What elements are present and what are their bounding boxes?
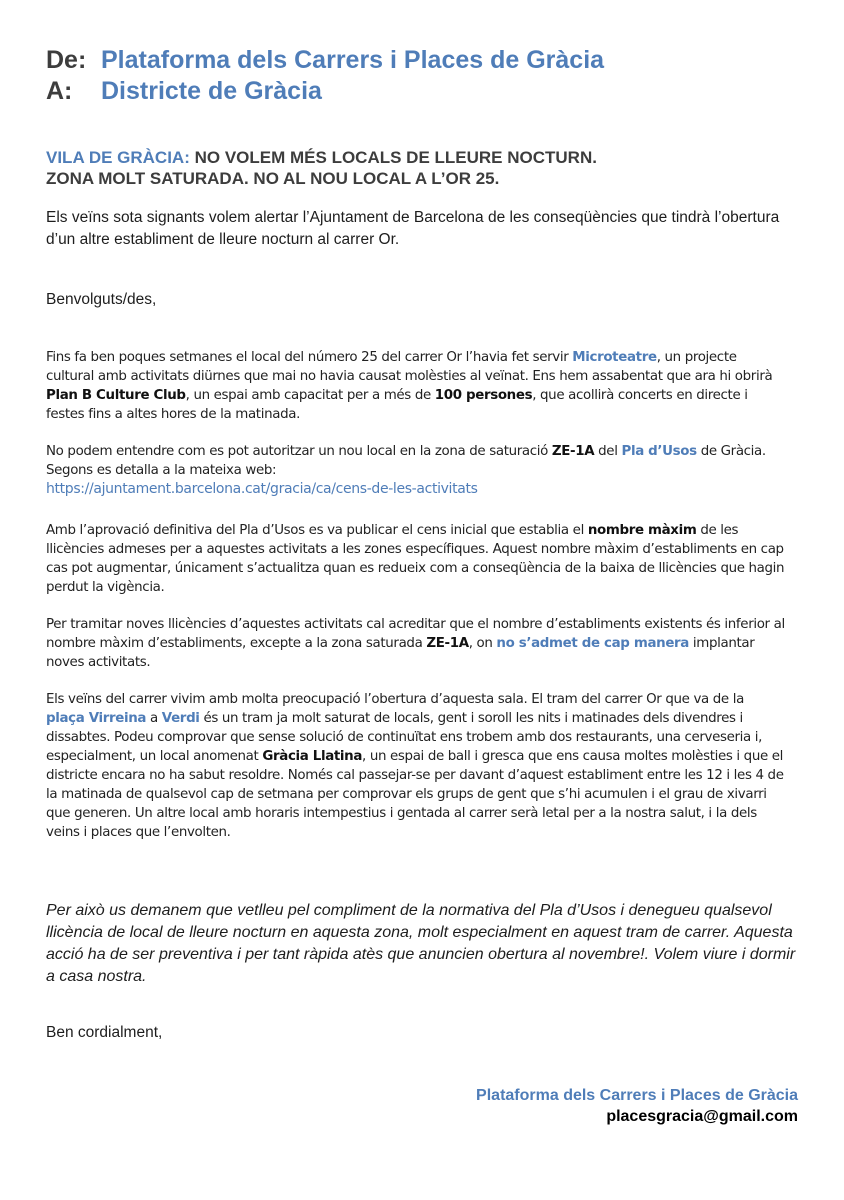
paragraph-2 bbox=[46, 442, 786, 499]
p2-text-c: de Gràcia. Segons es detalla a la mateixa web: bbox=[46, 444, 766, 478]
p1-text-b: , un projecte cultural amb activitats diürnes que mai no havia causat molèsties al veïnat. Ens hem assabentat que ara hi obrirà bbox=[46, 350, 773, 384]
verdi-link[interactable]: Verdi bbox=[161, 711, 200, 726]
p1-text-a: Fins fa ben poques setmanes el local del número 25 del carrer Or l’havia fet servir bbox=[46, 350, 573, 365]
title-place: VILA DE GRÀCIA: bbox=[46, 148, 190, 167]
signature bbox=[476, 1085, 798, 1127]
from-label: De: bbox=[46, 46, 87, 74]
greeting: Benvolguts/des, bbox=[46, 291, 157, 308]
p2-text-b: del bbox=[594, 444, 622, 459]
p2-text-a: No podem entendre com es pot autoritzar un nou local en la zona de saturació bbox=[46, 444, 552, 459]
capacity-value: 100 persones bbox=[434, 388, 533, 403]
to-label: A: bbox=[46, 77, 73, 105]
signature-org: Plataforma dels Carrers i Places de Gràcia bbox=[476, 1087, 798, 1104]
from-value: Plataforma dels Carrers i Places de Gràcia bbox=[101, 46, 605, 74]
zone-code: ZE-1A bbox=[551, 444, 595, 459]
signature-email[interactable]: placesgracia@gmail.com bbox=[606, 1108, 798, 1125]
paragraph-5 bbox=[46, 690, 786, 842]
cens-activitats-link[interactable]: https://ajuntament.barcelona.cat/gracia/ca/cens-de-les-activitats bbox=[46, 481, 478, 497]
p4-text-c: implantar noves activitats. bbox=[46, 636, 755, 670]
no-admet-link[interactable]: no s’admet de cap manera bbox=[496, 636, 689, 651]
closing-paragraph: Per això us demanem que vetlleu pel compliment de la normativa del Pla d’Usos i denegueu qualsevol llicència de local de lleure nocturn en aquesta zona, molt especialment en aquest tram de carrer. Aquesta acció ha de ser preventiva i per tant ràpida atès que anuncien obertura al novembre!. Volem viure i dormir a casa nostra. bbox=[46, 902, 796, 985]
p3-text-a: Amb l’aprovació definitiva del Pla d’Usos es va publicar el cens inicial que establia el bbox=[46, 523, 588, 538]
letter-title bbox=[46, 147, 597, 189]
pla-usos-link[interactable]: Pla d’Usos bbox=[621, 444, 697, 459]
p5-text-d: , un espai de ball i gresca que ens causa moltes molèsties i que el districte encara no ha sabut resoldre. Només cal passejar-se per davant d’aquest establiment entre les 12 i les 4 de la matinada de qualsevol cap de setmana per comprovar els grups de gent que s’hi acumulen i el grau de xivarri que generen. Un altre local amb horaris intempestius i gentada al carrer serà letal per a la nostra salut, i la dels veins i places que l’envolten. bbox=[46, 749, 784, 840]
placa-virreina-link[interactable]: plaça Virreina bbox=[46, 711, 147, 726]
intro-paragraph: Els veïns sota signants volem alertar l’Ajuntament de Barcelona de les conseqüències que tindrà l’obertura d’un altre establiment de lleure nocturn al carrer Or. bbox=[46, 209, 780, 248]
p1-text-d: , que acollirà concerts en directe i festes fins a altes hores de la matinada. bbox=[46, 388, 748, 422]
title-line-1: NO VOLEM MÉS LOCALS DE LLEURE NOCTURN. bbox=[194, 148, 597, 167]
p1-text-c: , un espai amb capacitat per a més de bbox=[185, 388, 435, 403]
p5-text-b: a bbox=[146, 711, 162, 726]
from-line bbox=[46, 45, 604, 75]
p4-text-a: Per tramitar noves llicències d’aquestes activitats cal acreditar que el nombre d’establiments existents és inferior al nombre màxim d’establiments, excepte a la zona saturada bbox=[46, 617, 785, 651]
p3-text-b: de les llicències admeses per a aquestes activitats a les zones específiques. Aquest nombre màxim d’establiments en cap cas pot augmentar, únicament s’actualitza quan es redueix com a conseqüència de la baixa de llicències que hagin perdut la vigència. bbox=[46, 523, 785, 595]
plan-b-name: Plan B Culture Club bbox=[46, 388, 186, 403]
paragraph-4 bbox=[46, 615, 786, 672]
paragraph-3 bbox=[46, 521, 786, 597]
nombre-maxim: nombre màxim bbox=[587, 523, 697, 538]
regards: Ben cordialment, bbox=[46, 1024, 163, 1041]
paragraph-1 bbox=[46, 348, 786, 424]
to-line bbox=[46, 76, 322, 106]
p5-text-a: Els veïns del carrer vivim amb molta preocupació l’obertura d’aquesta sala. El tram del carrer Or que va de la bbox=[46, 692, 744, 707]
p5-text-c: és un tram ja molt saturat de locals, gent i soroll les nits i matinades dels divendres i dissabtes. Podeu comprovar que sense solució de continuïtat ens trobem amb dos restaurants, una cerveseria i, especialment, un local anomenat bbox=[46, 711, 763, 764]
zone-code-2: ZE-1A bbox=[426, 636, 469, 651]
gracia-llatina-name: Gràcia Llatina bbox=[262, 749, 363, 764]
to-value: Districte de Gràcia bbox=[101, 77, 322, 105]
p4-text-b: , on bbox=[468, 636, 497, 651]
microteatre-link[interactable]: Microteatre bbox=[572, 350, 657, 365]
title-line-2: ZONA MOLT SATURADA. NO AL NOU LOCAL A L’OR 25. bbox=[46, 169, 500, 188]
